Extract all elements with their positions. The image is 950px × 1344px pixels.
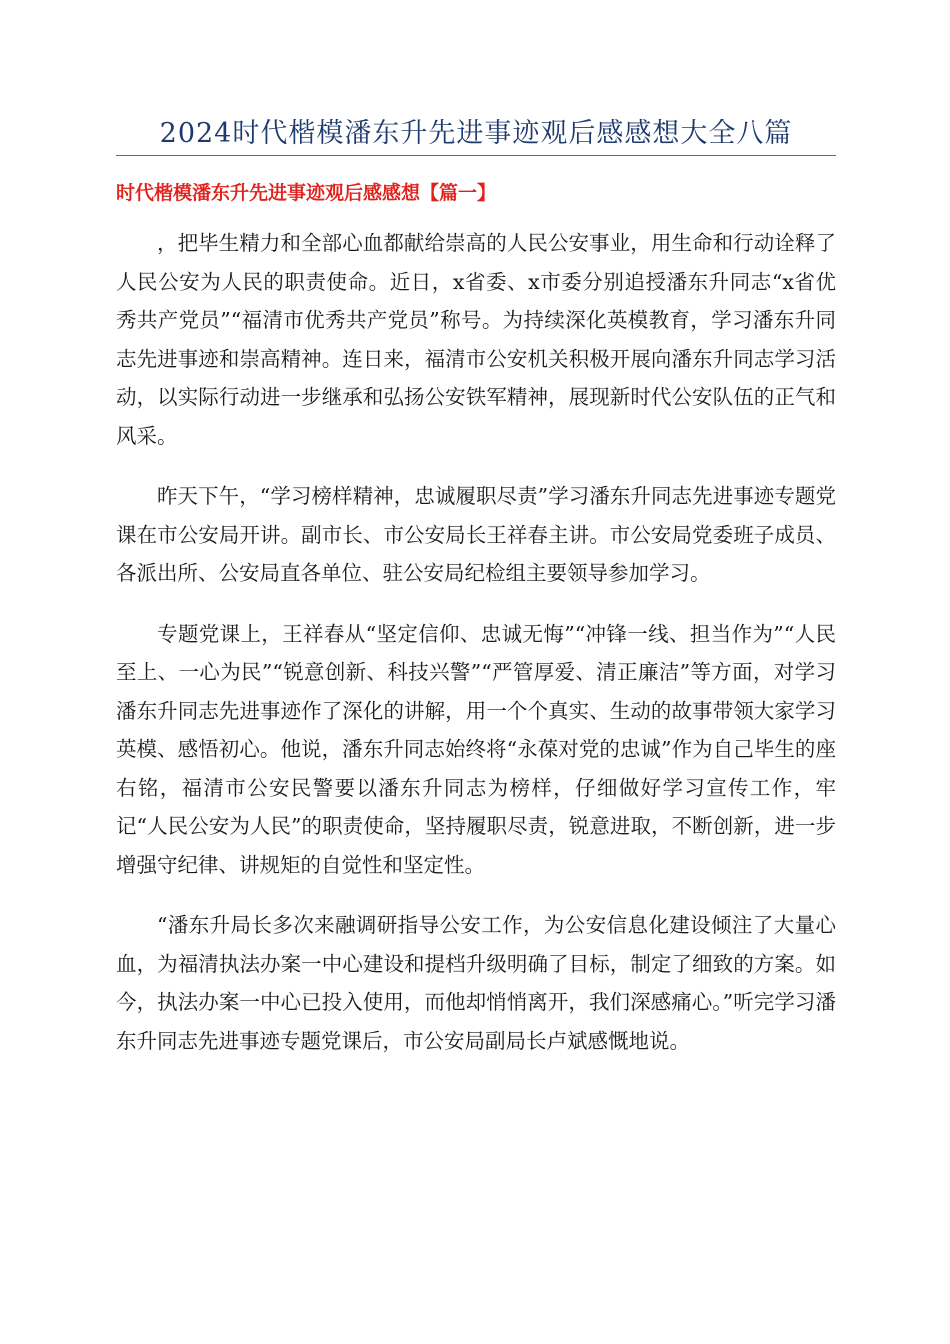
title-underline xyxy=(116,155,836,156)
document-title: 2024时代楷模潘东升先进事迹观后感感想大全八篇 xyxy=(159,118,793,149)
paragraph-4: “潘东升局长多次来融调研指导公安工作，为公安信息化建设倾注了大量心血，为福清执法办案一中心建设和提档升级明确了目标，制定了细致的方案。如今，执法办案一中心已投入使用，而他却悄悄离开，我们深感痛心。”听完学习潘东升同志先进事迹专题党课后，市公安局副局长卢斌感慨地说。 xyxy=(116,913,836,1053)
paragraph-2: 昨天下午，“学习榜样精神，忠诚履职尽责”学习潘东升同志先进事迹专题党课在市公安局开讲。副市长、市公安局长王祥春主讲。市公安局党委班子成员、各派出所、公安局直各单位、驻公安局纪检组主要领导参加学习。 xyxy=(116,484,836,585)
document-body xyxy=(116,224,836,1082)
paragraph-3: 专题党课上，王祥春从“坚定信仰、忠诚无悔”“冲锋一线、担当作为”“人民至上、一心为民”“锐意创新、科技兴警”“严管厚爱、清正廉洁”等方面，对学习潘东升同志先进事迹作了深化的讲解，用一个个真实、生动的故事带领大家学习英模、感悟初心。他说，潘东升同志始终将“永葆对党的忠诚”作为自己毕生的座右铭，福清市公安民警要以潘东升同志为榜样，仔细做好学习宣传工作，牢记“人民公安为人民”的职责使命，坚持履职尽责，锐意进取，不断创新，进一步增强守纪律、讲规矩的自觉性和坚定性。 xyxy=(116,621,836,877)
paragraph-1: ，把毕生精力和全部心血都献给崇高的人民公安事业，用生命和行动诠释了人民公安为人民的职责使命。近日，x省委、x市委分别追授潘东升同志“x省优秀共产党员”“福清市优秀共产党员”称号。为持续深化英模教育，学习潘东升同志先进事迹和崇高精神。连日来，福清市公安机关积极开展向潘东升同志学习活动，以实际行动进一步继承和弘扬公安铁军精神，展现新时代公安队伍的正气和风采。 xyxy=(116,231,836,448)
section-heading: 时代楷模潘东升先进事迹观后感感想【篇一】 xyxy=(116,182,497,204)
